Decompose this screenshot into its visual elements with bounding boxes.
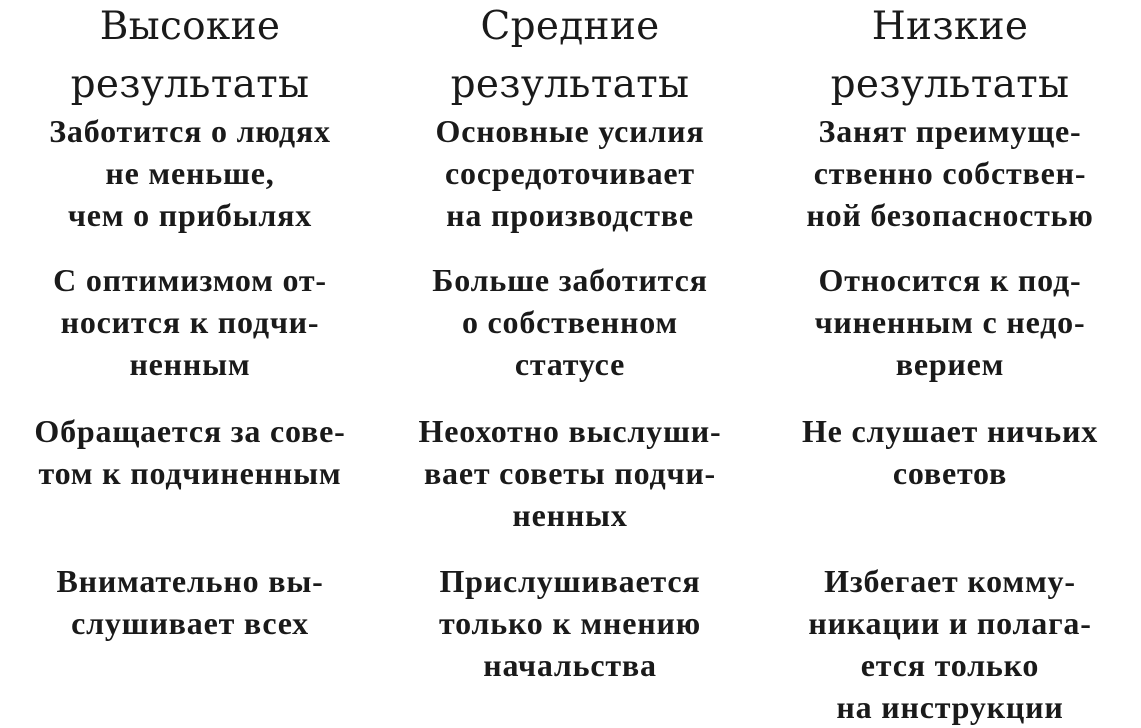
table-cell: Занят преимуще- ственно собствен- ной безопасностью [806, 113, 1094, 233]
table-cell: С оптимизмом от- носится к подчи- ненным [53, 262, 327, 382]
table-cell: Относится к под- чиненным с недо- верием [814, 262, 1086, 382]
column-heading: Низкие результаты [830, 4, 1070, 107]
table-cell: Больше заботится о собственном статусе [432, 262, 708, 382]
table-cell: Основные усилия сосредоточивает на производстве [435, 113, 705, 233]
table-cell: Обращается за сове- том к подчиненным [34, 413, 346, 491]
table-cell: Не слушает ничьих советов [801, 413, 1099, 491]
column-heading: Высокие результаты [70, 4, 310, 107]
table-cell: Заботится о людях не меньше, чем о прибылях [49, 113, 331, 233]
table-cell: Прислушивается только к мнению начальства [439, 563, 701, 683]
column-heading: Средние результаты [450, 4, 690, 107]
table-cell: Избегает комму- никации и полага- ется только на инструкции [808, 563, 1092, 725]
table-cell: Внимательно вы- слушивает всех [56, 563, 324, 641]
table-cell: Неохотно выслуши- вает советы подчи- ненных [418, 413, 722, 533]
